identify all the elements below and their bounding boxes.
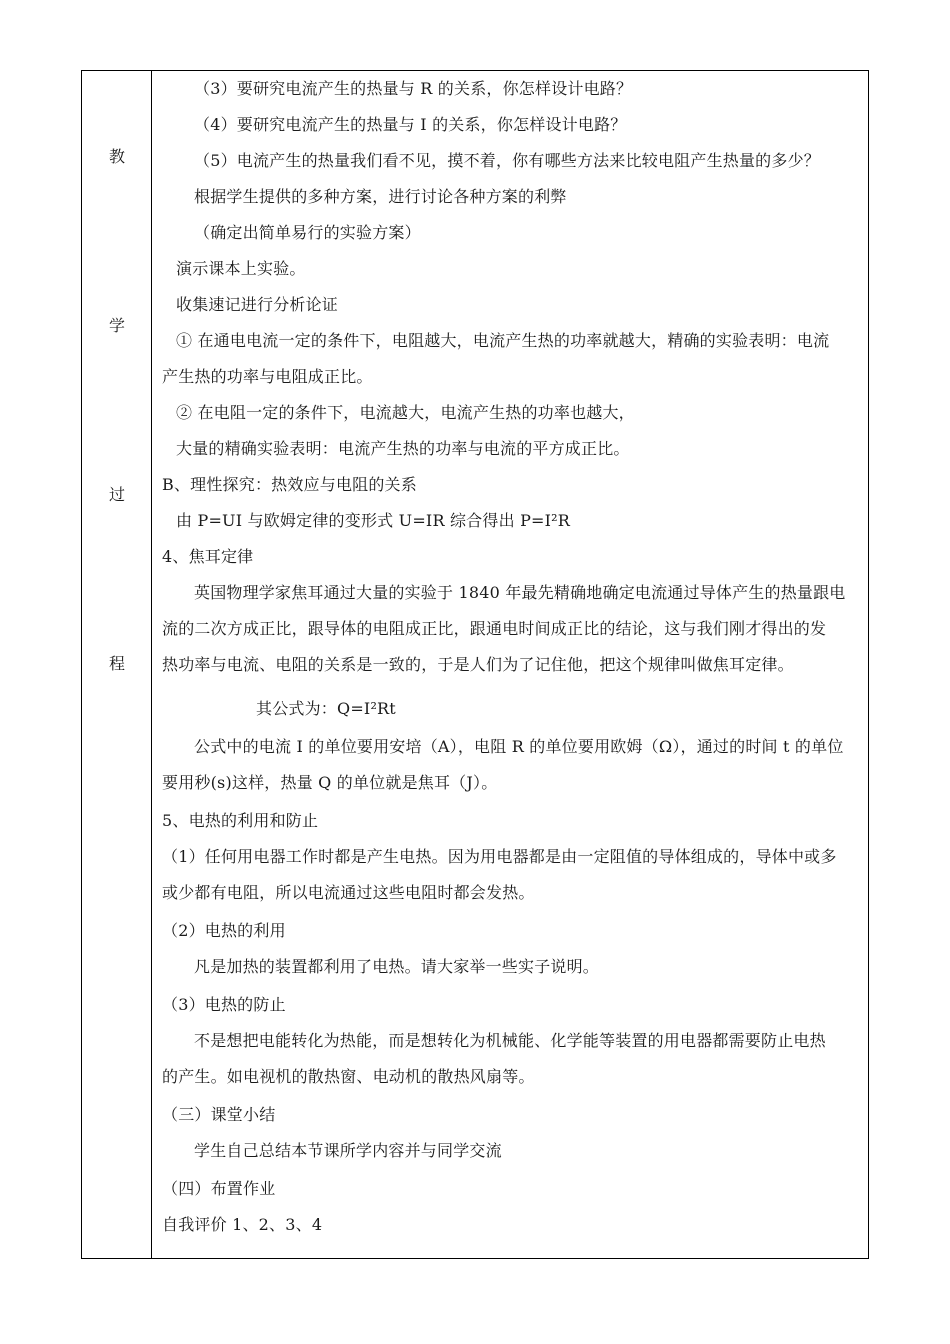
side-label-char: 程 <box>108 654 125 673</box>
joule-paragraph-line-2: 流的二次方成正比，跟导体的电阻成正比，跟通电时间成正比的结论，这与我们刚才得出的发 <box>162 619 827 638</box>
summary-heading: （三）课堂小结 <box>162 1105 276 1124</box>
heat-item-1-line-2: 或少都有电阻，所以电流通过这些电阻时都会发热。 <box>162 883 535 902</box>
side-label-char: 教 <box>108 147 125 166</box>
heat-item-1-line-1: （1）任何用电器工作时都是产生电热。因为用电器都是由一定阻值的导体组成的，导体中或多 <box>162 847 837 866</box>
heat-item-3-line-1: 不是想把电能转化为热能，而是想转化为机械能、化学能等装置的用电器都需要防止电热 <box>194 1031 826 1050</box>
section-b-heading: B、理性探究：热效应与电阻的关系 <box>162 475 417 494</box>
side-label-char: 学 <box>108 316 125 335</box>
joule-paragraph-line-3: 热功率与电流、电阻的关系是一致的，于是人们为了记住他，把这个规律叫做焦耳定律。 <box>162 655 794 674</box>
joule-formula: 其公式为：Q=I²Rt <box>256 699 396 718</box>
column-divider <box>151 71 152 1258</box>
homework-text: 自我评价 1、2、3、4 <box>162 1215 323 1234</box>
heat-item-2-heading: （2）电热的利用 <box>162 921 286 940</box>
derivation-text: 由 P=UI 与欧姆定律的变形式 U=IR 综合得出 P=I²R <box>176 511 571 530</box>
lesson-table <box>81 70 869 1259</box>
conclusion-1-line-1: ① 在通电电流一定的条件下，电阻越大，电流产生热的功率就越大，精确的实验表明：电流 <box>176 331 830 350</box>
conclusion-1-line-2: 产生热的功率与电阻成正比。 <box>162 367 373 386</box>
joule-paragraph-line-1: 英国物理学家焦耳通过大量的实验于 1840 年最先精确地确定电流通过导体产生的热量跟电 <box>194 583 846 602</box>
homework-heading: （四）布置作业 <box>162 1179 276 1198</box>
discussion-text: 根据学生提供的多种方案，进行讨论各种方案的利弊 <box>194 187 567 206</box>
heat-item-2-text: 凡是加热的装置都利用了电热。请大家举一些实子说明。 <box>194 957 600 976</box>
units-line-1: 公式中的电流 I 的单位要用安培（A），电阻 R 的单位要用欧姆（Ω），通过的时间 t 的单位 <box>194 737 844 756</box>
section-5-heading: 5、电热的利用和防止 <box>162 811 319 830</box>
heat-item-3-heading: （3）电热的防止 <box>162 995 286 1014</box>
question-5: （5）电流产生的热量我们看不见，摸不着，你有哪些方法来比较电阻产生热量的多少？ <box>194 151 820 170</box>
question-3: （3）要研究电流产生的热量与 R 的关系，你怎样设计电路？ <box>194 79 633 98</box>
side-label-char: 过 <box>108 485 125 504</box>
units-line-2: 要用秒(s)这样，热量 Q 的单位就是焦耳（J）。 <box>162 773 498 792</box>
analysis-heading: 收集速记进行分析论证 <box>176 295 339 314</box>
section-4-heading: 4、焦耳定律 <box>162 547 254 566</box>
demo-text: 演示课本上实验。 <box>176 259 306 278</box>
conclusion-2-line-1: ② 在电阻一定的条件下，电流越大，电流产生热的功率也越大， <box>176 403 635 422</box>
question-4: （4）要研究电流产生的热量与 I 的关系，你怎样设计电路？ <box>194 115 627 134</box>
plan-text: （确定出简单易行的实验方案） <box>194 223 421 242</box>
summary-text: 学生自己总结本节课所学内容并与同学交流 <box>194 1141 502 1160</box>
heat-item-3-line-2: 的产生。如电视机的散热窗、电动机的散热风扇等。 <box>162 1067 535 1086</box>
conclusion-2-line-2: 大量的精确实验表明：电流产生热的功率与电流的平方成正比。 <box>176 439 630 458</box>
